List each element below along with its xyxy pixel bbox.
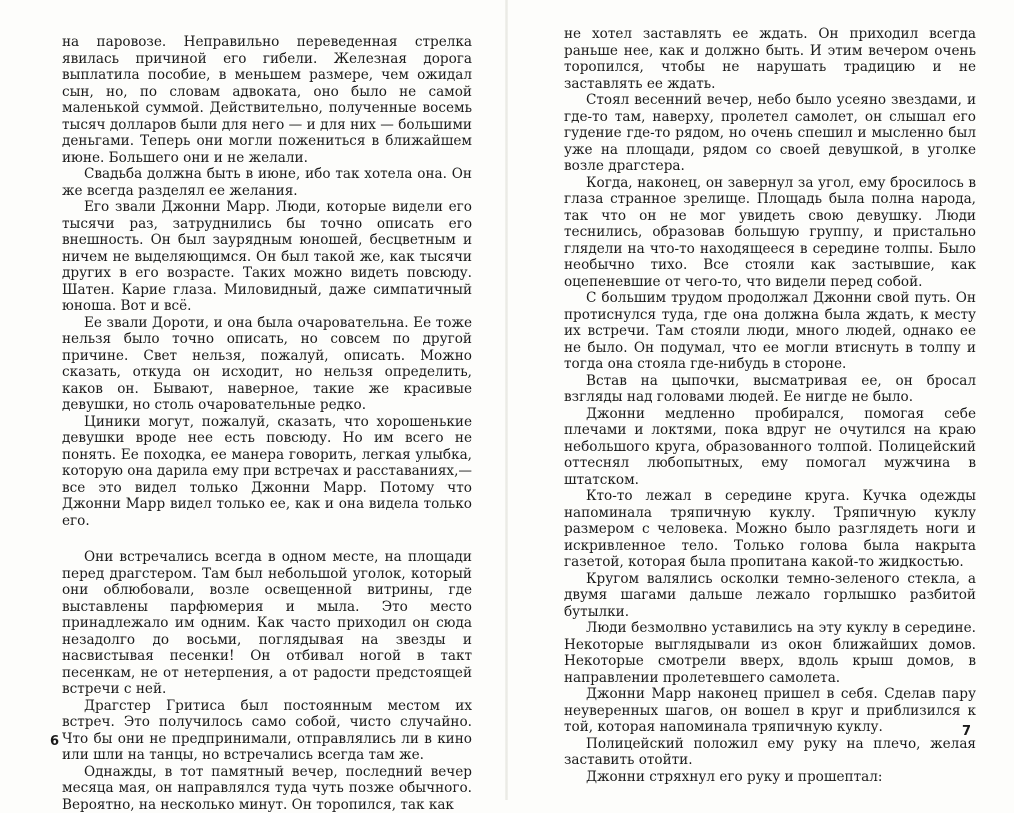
paragraph: Когда, наконец, он завернул за угол, ему бросилось в глаза странное зрелище. Площадь была полна народа, так что он не мог увидеть свою девушку. Люди теснились, образовав большую группу, и пристально глядели на что-то находящееся в середине толпы. Было необычно тихо. Все стояли как застывшие, как оцепеневшие от чего-то, что видели перед собой.: [564, 175, 976, 291]
left-page: [0, 0, 507, 800]
paragraph: Его звали Джонни Марр. Люди, которые видели его тысячи раз, затруднились бы точно описать его внешность. Он был заурядным юношей, бесцветным и ничем не выделяющимся. Он был такой же, как тысячи других в его возрасте. Таких можно видеть повсюду. Шатен. Карие глаза. Миловидный, даже симпатичный юноша. Вот и всё.: [62, 199, 472, 315]
section-break: [62, 529, 472, 549]
paragraph: Кто-то лежал в середине круга. Кучка одежды напоминала тряпичную куклу. Тряпичную куклу размером с человека. Можно было разглядеть ноги и искривленное тело. Только голова была накрыта газетой, которая была пропитана какой-то жидкостью.: [564, 488, 976, 571]
paragraph: С большим трудом продолжал Джонни свой путь. Он протиснулся туда, где она должна была ждать, к месту их встречи. Там стояли люди, много людей, однако ее не было. Он подумал, что ее могли втиснуть в толпу и тогда она стояла где-нибудь в стороне.: [564, 290, 976, 373]
right-page-text: [564, 26, 976, 785]
paragraph: Свадьба должна быть в июне, ибо так хотела она. Он же всегда разделял ее желания.: [62, 166, 472, 199]
paragraph: Джонни стряхнул его руку и прошептал:: [564, 769, 976, 786]
paragraph: Кругом валялись осколки темно-зеленого стекла, а двумя шагами дальше лежало горлышко разбитой бутылки.: [564, 571, 976, 621]
paragraph: Джонни Марр наконец пришел в себя. Сделав пару неуверенных шагов, он вошел в круг и приблизился к той, которая напоминала тряпичную куклу.: [564, 686, 976, 736]
paragraph: Драгстер Гритиса был постоянным местом их встреч. Это получилось само собой, чисто случайно. Что бы они не предпринимали, отправлялись ли в кино или шли на танцы, но встречались всегда там же.: [62, 698, 472, 764]
paragraph: Ее звали Дороти, и она была очаровательна. Ее тоже нельзя было точно описать, но совсем по другой причине. Свет нельзя, пожалуй, описать. Можно сказать, откуда он исходит, но нельзя определить, каков он. Бывают, наверное, такие же красивые девушки, но столь очаровательные редко.: [62, 315, 472, 414]
page-number: 7: [962, 724, 971, 739]
right-page: [507, 0, 1014, 800]
paragraph: Люди безмолвно уставились на эту куклу в середине. Некоторые выглядывали из окон ближайших домов. Некоторые смотрели вверх, вдоль крыш домов, в направлении пролетевшего самолета.: [564, 620, 976, 686]
paragraph: Однажды, в тот памятный вечер, последний вечер месяца мая, он направлялся туда чуть позже обычного. Вероятно, на несколько минут. Он торопился, так как: [62, 764, 472, 813]
paragraph: Джонни медленно пробирался, помогая себе плечами и локтями, пока вдруг не очутился на краю небольшого круга, образованного толпой. Полицейский оттеснял любопытных, ему помогал мужчина в штатском.: [564, 406, 976, 489]
paragraph: Циники могут, пожалуй, сказать, что хорошенькие девушки вроде нее есть повсюду. Но им всего не понять. Ее походка, ее манера говорить, легкая улыбка, которую она дарила ему при встречах и расставаниях,— все это видел только Джонни Марр. Потому что Джонни Марр видел только ее, как и она видела только его.: [62, 414, 472, 530]
paragraph: на паровозе. Неправильно переведенная стрелка явилась причиной его гибели. Железная дорога выплатила пособие, в меньшем размере, чем ожидал сын, но, по словам адвоката, оно было не самой маленькой суммой. Действительно, полученные восемь тысяч долларов были для него — и для них — большими деньгами. Теперь они могли пожениться в ближайшем июне. Большего они и не желали.: [62, 34, 472, 166]
paragraph: Полицейский положил ему руку на плечо, желая заставить отойти.: [564, 736, 976, 769]
paragraph: Стоял весенний вечер, небо было усеяно звездами, и где-то там, наверху, пролетел самолет, он слышал его гудение где-то рядом, но очень спешил и мысленно был уже на площади, рядом со своей девушкой, в уголке возле драгстера.: [564, 92, 976, 175]
paragraph: не хотел заставлять ее ждать. Он приходил всегда раньше нее, как и должно быть. И этим вечером очень торопился, чтобы не нарушать традицию и не заставлять ее ждать.: [564, 26, 976, 92]
page-number: 6: [50, 734, 59, 749]
paragraph: Они встречались всегда в одном месте, на площади перед драгстером. Там был небольшой уголок, который они облюбовали, возле освещенной витрины, где выставлены парфюмерия и мыла. Это место принадлежало им одним. Как часто приходил он сюда незадолго до восьми, поглядывая на звезды и насвистывая песенки! Он отбивал ногой в такт песенкам, не от нетерпения, а от радости предстоящей встречи с ней.: [62, 549, 472, 698]
paragraph: Встав на цыпочки, высматривая ее, он бросал взгляды над головами людей. Ее нигде не было.: [564, 373, 976, 406]
left-page-text: [62, 34, 472, 813]
